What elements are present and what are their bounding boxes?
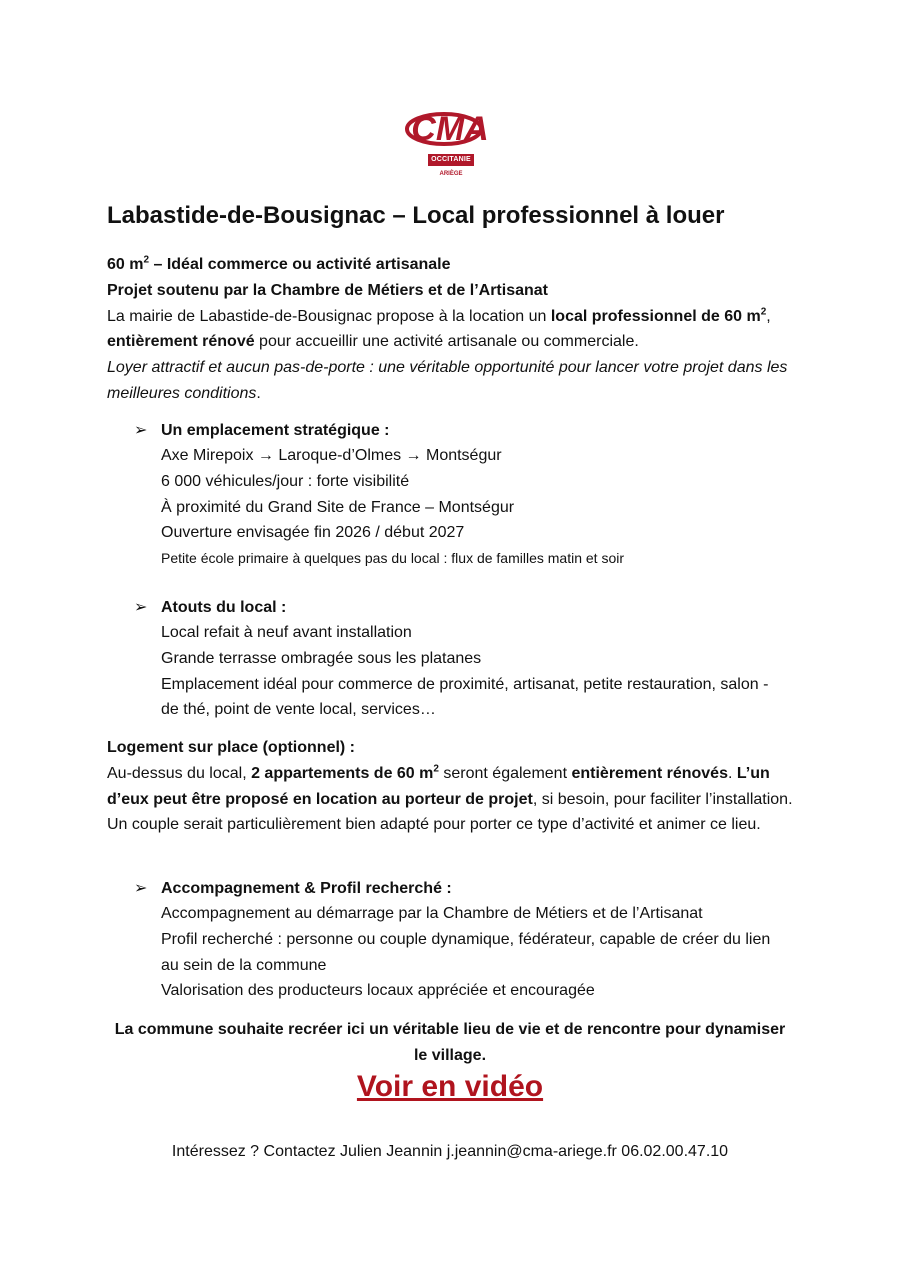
list-item: Valorisation des producteurs locaux appréciée et encouragée (161, 982, 595, 1000)
list-item: Petite école primaire à quelques pas du local : flux de familles matin et soir (161, 550, 625, 567)
cma-logo (404, 104, 496, 186)
intro-support-line: Projet soutenu par la Chambre de Métiers et de l’Artisanat (107, 281, 548, 299)
list-item: Profil recherché : personne ou couple dynamique, fédérateur, capable de créer du lien au sein de la commune (161, 930, 771, 974)
section-support-heading: ➢ Accompagnement & Profil recherché : (134, 876, 452, 902)
intro-block (107, 252, 797, 407)
intro-subtitle: 60 $m^2$ – Idéal commerce ou activité artisanale (107, 254, 451, 273)
video-link-wrap (0, 1070, 900, 1104)
section-assets-list (161, 620, 801, 723)
list-item: Axe Mirepoix → Laroque-d’Olmes → Montségur (161, 447, 502, 464)
housing-heading: Logement sur place (optionnel) : (107, 739, 356, 756)
arrow-bullet-icon: ➢ (134, 880, 148, 897)
cma-logo-icon (404, 104, 496, 152)
section-assets-heading: ➢ Atouts du local : (134, 595, 286, 621)
logo-mark-text: CMA (411, 110, 489, 148)
list-item: Ouverture envisagée fin 2026 / début 2027 (161, 524, 465, 542)
logo-region: OCCITANIE (428, 154, 474, 166)
list-item: Accompagnement au démarrage par la Chambre de Métiers et de l’Artisanat (161, 905, 703, 922)
video-link[interactable]: Voir en vidéo (356, 1070, 544, 1103)
section-location-list (161, 443, 801, 572)
arrow-bullet-icon: ➢ (134, 422, 148, 439)
housing-paragraph: Au-dessus du local, 2 appartements de 60 $m^2$ seront également entièrement rénovés. L’un d’eux peut être proposé en location au porteur de projet, si besoin, pour faciliter l’installation. Un couple serait particulièrement bien adapté pour porter ce type d’activité et animer ce lieu. (107, 763, 793, 834)
logo-department: ARIÈGE (439, 171, 463, 177)
list-item: À proximité du Grand Site de France – Montségur (161, 498, 515, 516)
page-title: Labastide-de-Bousignac – Local professionnel à louer (107, 202, 725, 229)
intro-italic: Loyer attractif et aucun pas-de-porte : une véritable opportunité pour lancer votre projet dans les meilleures conditions. (107, 359, 788, 402)
section-support-list (161, 901, 801, 1004)
intro-paragraph: La mairie de Labastide-de-Bousignac propose à la location un local professionnel de 60 $m^2$, entièrement rénové pour accueillir une activité artisanale ou commerciale. (107, 306, 771, 351)
list-item: Emplacement idéal pour commerce de proximité, artisanat, petite restauration, salon - de thé, point de vente local, services… (161, 675, 769, 719)
closing-statement: La commune souhaite recréer ici un véritable lieu de vie et de rencontre pour dynamiser le village. (114, 1021, 786, 1064)
list-item: 6 000 véhicules/jour : forte visibilité (161, 472, 410, 490)
housing-block (107, 735, 797, 838)
arrow-bullet-icon: ➢ (134, 599, 148, 616)
list-item: Local refait à neuf avant installation (161, 624, 412, 641)
section-location-heading: ➢ Un emplacement stratégique : (134, 418, 390, 444)
list-item: Grande terrasse ombragée sous les platanes (161, 649, 482, 667)
contact-line: Intéressez ? Contactez Julien Jeannin j.jeannin@cma-ariege.fr 06.02.00.47.10 (171, 1143, 729, 1160)
